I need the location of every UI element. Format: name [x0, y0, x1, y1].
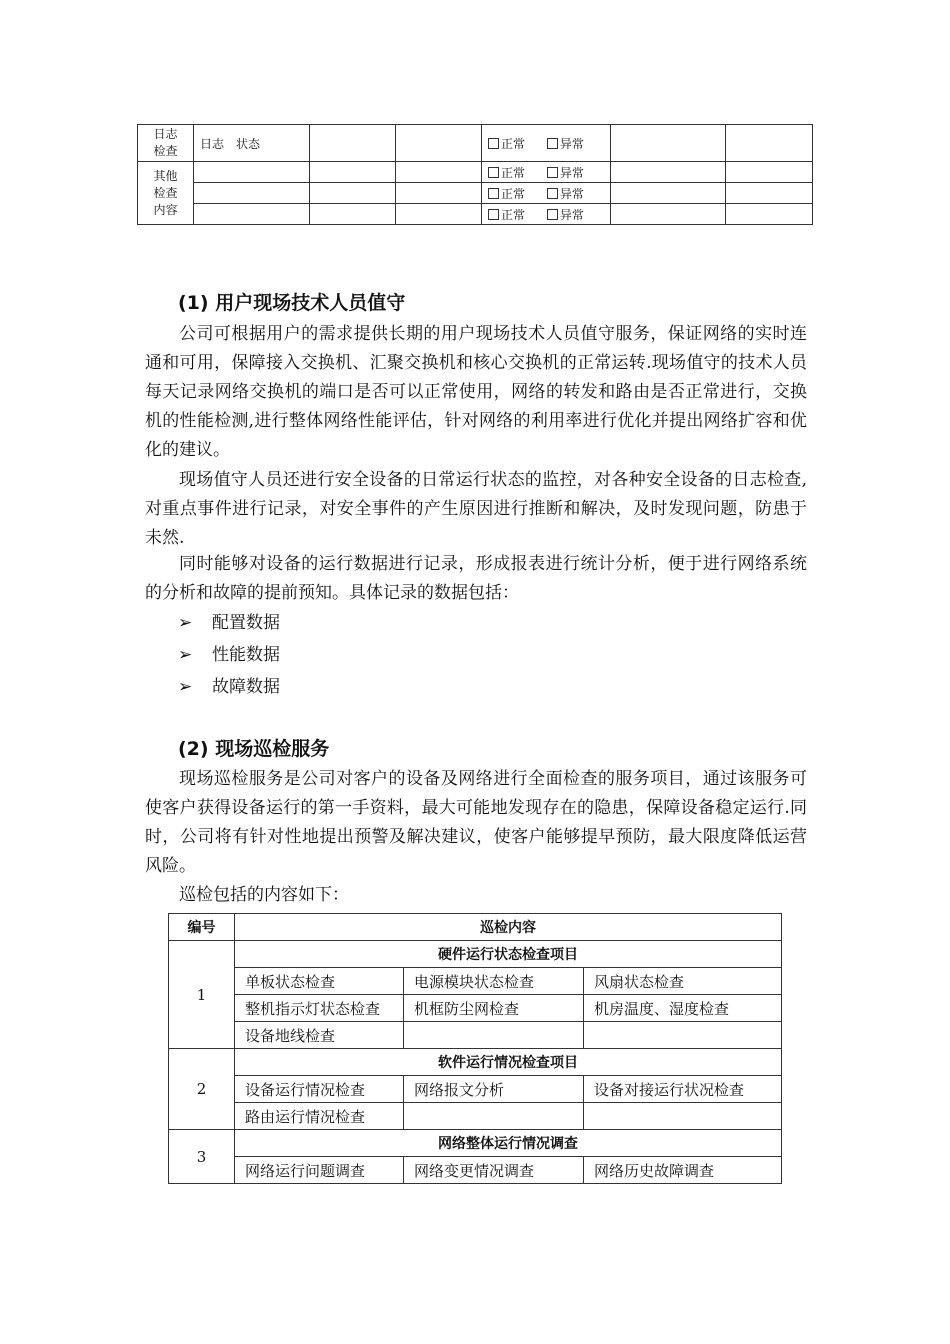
header-content: 巡检内容 [235, 914, 782, 941]
table-row [138, 125, 813, 162]
table-cell: 设备运行情况检查 [235, 1076, 404, 1103]
group-number: 2 [169, 1049, 235, 1130]
section2-heading: (2) 现场巡检服务 [178, 738, 330, 760]
checkbox-normal[interactable] [488, 167, 499, 178]
table-row [138, 162, 813, 183]
table-cell: 路由运行情况检查 [235, 1103, 404, 1130]
arrow-bullet-icon: ➢ [178, 613, 193, 633]
table-row [138, 183, 813, 204]
other-check-category: 其他 检查 内容 [138, 162, 194, 225]
table-cell: 设备地线检查 [235, 1022, 404, 1049]
table-row [169, 995, 782, 1022]
table-cell: 风扇状态检查 [584, 968, 782, 995]
table-cell: 电源模块状态检查 [404, 968, 584, 995]
section2-paragraph-2: 巡检包括的内容如下： [179, 885, 349, 905]
checkbox-abnormal[interactable] [547, 209, 558, 220]
status-options: 正常 异常 [482, 162, 611, 183]
table-cell: 网络运行问题调查 [235, 1157, 404, 1184]
table-row [138, 204, 813, 225]
table-cell [584, 1022, 782, 1049]
status-options: 正常 异常 [482, 125, 611, 162]
table-row [169, 1103, 782, 1130]
table-cell: 机房温度、湿度检查 [584, 995, 782, 1022]
checkbox-abnormal[interactable] [547, 138, 558, 149]
checkbox-normal[interactable] [488, 209, 499, 220]
log-status-item: 日志 状态 [194, 125, 310, 162]
status-options: 正常 异常 [482, 183, 611, 204]
table-row [169, 968, 782, 995]
device-check-table [137, 124, 813, 225]
section2-paragraph-1: 现场巡检服务是公司对客户的设备及网络进行全面检查的服务项目，通过该服务可使客户获得设备运行的第一手资料，最大可能地发现存在的隐患，保障设备稳定运行.同时，公司将有针对性地提出预警及解决建议，使客户能够提早预防，最大限度降低运营风险。 [145, 769, 807, 876]
table-row [169, 1076, 782, 1103]
table-row [169, 1049, 782, 1076]
status-options: 正常 异常 [482, 204, 611, 225]
table-cell [584, 1103, 782, 1130]
checkbox-normal[interactable] [488, 138, 499, 149]
list-item: ➢ 故障数据 [178, 677, 280, 697]
table-cell: 网络变更情况调查 [404, 1157, 584, 1184]
header-number: 编号 [169, 914, 235, 941]
section1-paragraph-1: 公司可根据用户的需求提供长期的用户现场技术人员值守服务，保证网络的实时连通和可用，保障接入交换机、汇聚交换机和核心交换机的正常运转.现场值守的技术人员每天记录网络交换机的端口是否可以正常使用，网络的转发和路由是否正常进行，交换机的性能检测,进行整体网络性能评估，针对网络的利用率进行优化并提出网络扩容和优化的建议。 [145, 324, 807, 460]
list-item: ➢ 配置数据 [178, 613, 280, 633]
group-number: 1 [169, 941, 235, 1049]
table-row [169, 1157, 782, 1184]
group-title: 软件运行情况检查项目 [235, 1049, 782, 1076]
arrow-bullet-icon: ➢ [178, 645, 193, 665]
table-header-row [169, 914, 782, 941]
group-number: 3 [169, 1130, 235, 1184]
table-cell: 网络报文分析 [404, 1076, 584, 1103]
table-cell: 整机指示灯状态检查 [235, 995, 404, 1022]
checkbox-abnormal[interactable] [547, 188, 558, 199]
checkbox-normal[interactable] [488, 188, 499, 199]
table-cell: 机框防尘网检查 [404, 995, 584, 1022]
section1-heading: (1) 用户现场技术人员值守 [178, 292, 406, 314]
table-row [169, 941, 782, 968]
section1-paragraph-3: 同时能够对设备的运行数据进行记录，形成报表进行统计分析，便于进行网络系统的分析和故障的提前预知。具体记录的数据包括： [145, 554, 807, 603]
table-cell: 网络历史故障调查 [584, 1157, 782, 1184]
table-cell [404, 1103, 584, 1130]
table-row [169, 1022, 782, 1049]
table-cell [404, 1022, 584, 1049]
group-title: 硬件运行状态检查项目 [235, 941, 782, 968]
arrow-bullet-icon: ➢ [178, 677, 193, 697]
inspection-table [168, 913, 782, 1184]
log-check-category: 日志 检查 [138, 125, 194, 162]
table-cell: 单板状态检查 [235, 968, 404, 995]
section1-paragraph-2: 现场值守人员还进行安全设备的日常运行状态的监控，对各种安全设备的日志检查,对重点事件进行记录，对安全事件的产生原因进行推断和解决，及时发现问题，防患于未然. [145, 470, 807, 548]
table-row [169, 1130, 782, 1157]
table-cell: 设备对接运行状况检查 [584, 1076, 782, 1103]
checkbox-abnormal[interactable] [547, 167, 558, 178]
list-item: ➢ 性能数据 [178, 645, 280, 665]
group-title: 网络整体运行情况调查 [235, 1130, 782, 1157]
